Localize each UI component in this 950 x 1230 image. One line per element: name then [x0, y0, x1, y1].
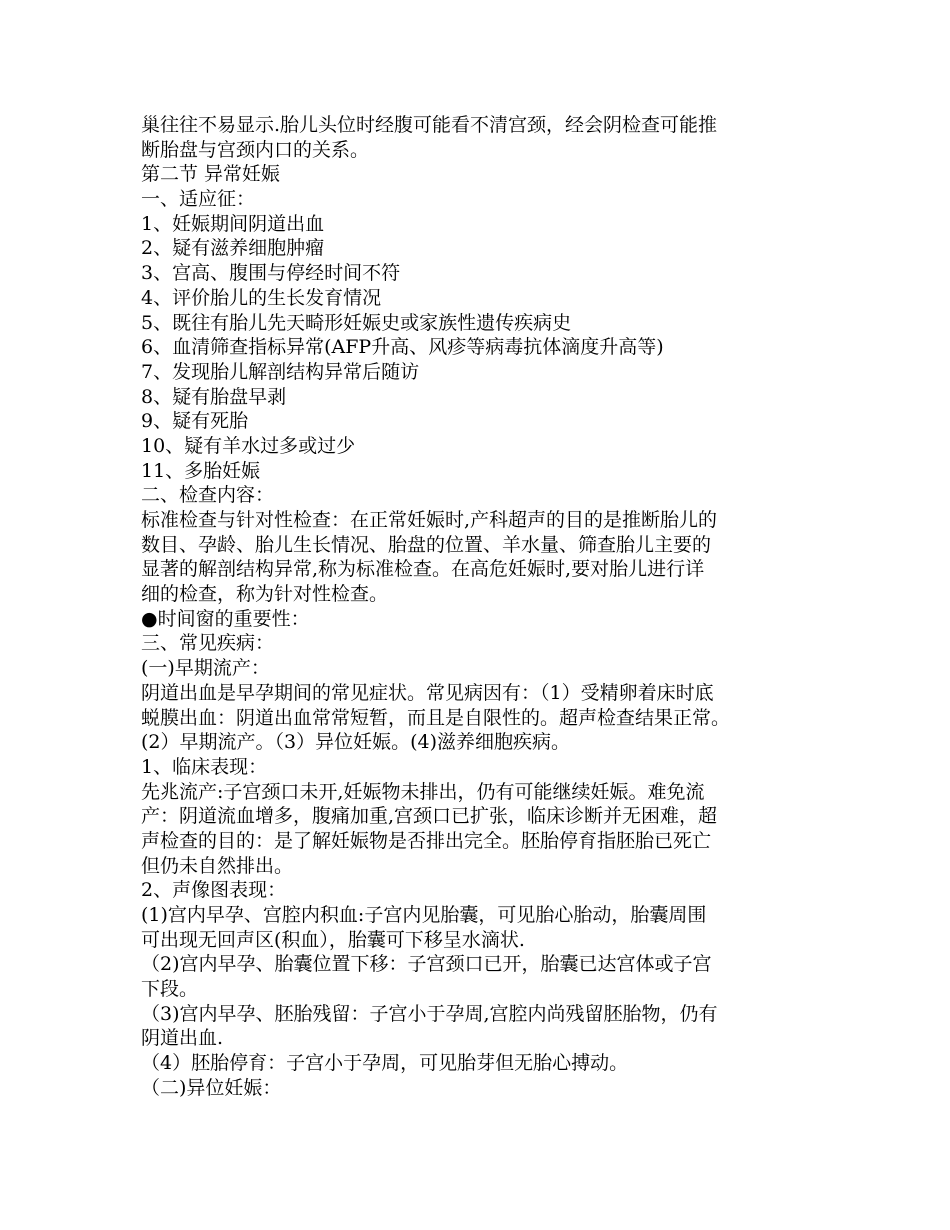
text-line: 阴道出血是早孕期间的常见症状。常见病因有：（1）受精卵着床时底 [141, 681, 714, 704]
text-line: 显著的解剖结构异常,称为标准检查。在高危妊娠时,要对胎儿进行详 [141, 558, 705, 581]
subsection-heading: 1、临床表现： [141, 755, 268, 778]
text-line: 下段。 [141, 978, 199, 1001]
text-line: 可出现无回声区(积血），胎囊可下移呈水滴状. [141, 928, 525, 951]
text-line: 产：阴道流血增多，腹痛加重,宫颈口已扩张，临床诊断并无困难，超 [141, 805, 718, 828]
text-line: 声检查的目的：是了解妊娠物是否排出完全。胚胎停育指胚胎已死亡 [141, 829, 712, 852]
text-line: 先兆流产:子宫颈口未开,妊娠物未排出，仍有可能继续妊娠。难免流 [141, 780, 705, 803]
text-line: (1)宫内早孕、宫腔内积血:子宫内见胎囊，可见胎心胎动，胎囊周围 [141, 904, 707, 926]
text-line: （4）胚胎停育：子宫小于孕周，可见胎芽但无胎心搏动。 [141, 1052, 629, 1075]
text-line: 数目、孕龄、胎儿生长情况、胎盘的位置、羊水量、筛查胎儿主要的 [141, 533, 712, 556]
list-item: 3、宫高、腹围与停经时间不符 [141, 262, 401, 285]
subsection-heading: 2、声像图表现： [141, 879, 287, 902]
text-line: （2)宫内早孕、胎囊位置下移：子宫颈口已开，胎囊已达宫体或子宫 [141, 953, 712, 976]
list-item: 1、妊娠期间阴道出血 [141, 212, 325, 235]
text-line: 但仍未自然排出。 [141, 854, 294, 877]
list-item: 8、疑有胎盘早剥 [141, 385, 287, 408]
text-line: （3)宫内早孕、胚胎残留：子宫小于孕周,宫腔内尚残留胚胎物，仍有 [141, 1002, 718, 1025]
text-line: 标准检查与针对性检查：在正常妊娠时,产科超声的目的是推断胎儿的 [141, 509, 718, 531]
text-line: 蜕膜出血：阴道出血常常短暂，而且是自限性的。超声检查结果正常。 [141, 706, 731, 729]
list-item: 9、疑有死胎 [141, 410, 249, 433]
subsection-heading: 三、常见疾病： [141, 632, 275, 655]
subsection-heading: 二、检查内容： [141, 484, 275, 507]
document-body [141, 113, 821, 1101]
list-item: 7、发现胎儿解剖结构异常后随访 [141, 360, 420, 383]
text-line: 巢往往不易显示.胎儿头位时经腹可能看不清宫颈，经会阴检查可能推 [141, 114, 718, 136]
subsection-heading: 一、适应征： [141, 188, 256, 211]
list-item: 2、疑有滋养细胞肿瘤 [141, 237, 325, 260]
text-line: (2）早期流产。（3）异位妊娠。(4)滋养细胞疾病。 [141, 731, 571, 754]
subsection-heading: （二)异位妊娠： [141, 1076, 282, 1099]
list-item: 4、评价胎儿的生长发育情况 [141, 286, 382, 309]
subsection-heading: (一)早期流产： [141, 657, 270, 680]
list-item: 10、疑有羊水过多或过少 [141, 434, 356, 457]
text-line: 细的检查，称为针对性检查。 [141, 583, 389, 606]
list-item: 5、既往有胎儿先天畸形妊娠史或家族性遗传疾病史 [141, 311, 572, 334]
bullet-heading: ●时间窗的重要性： [141, 607, 310, 630]
list-item: 6、血清筛查指标异常(AFP升高、风疹等病毒抗体滴度升高等) [141, 336, 664, 359]
section-heading: 第二节 异常妊娠 [141, 163, 281, 186]
text-line: 断胎盘与宫颈内口的关系。 [141, 138, 370, 161]
text-line: 阴道出血. [141, 1027, 224, 1050]
list-item: 11、多胎妊娠 [141, 459, 261, 482]
